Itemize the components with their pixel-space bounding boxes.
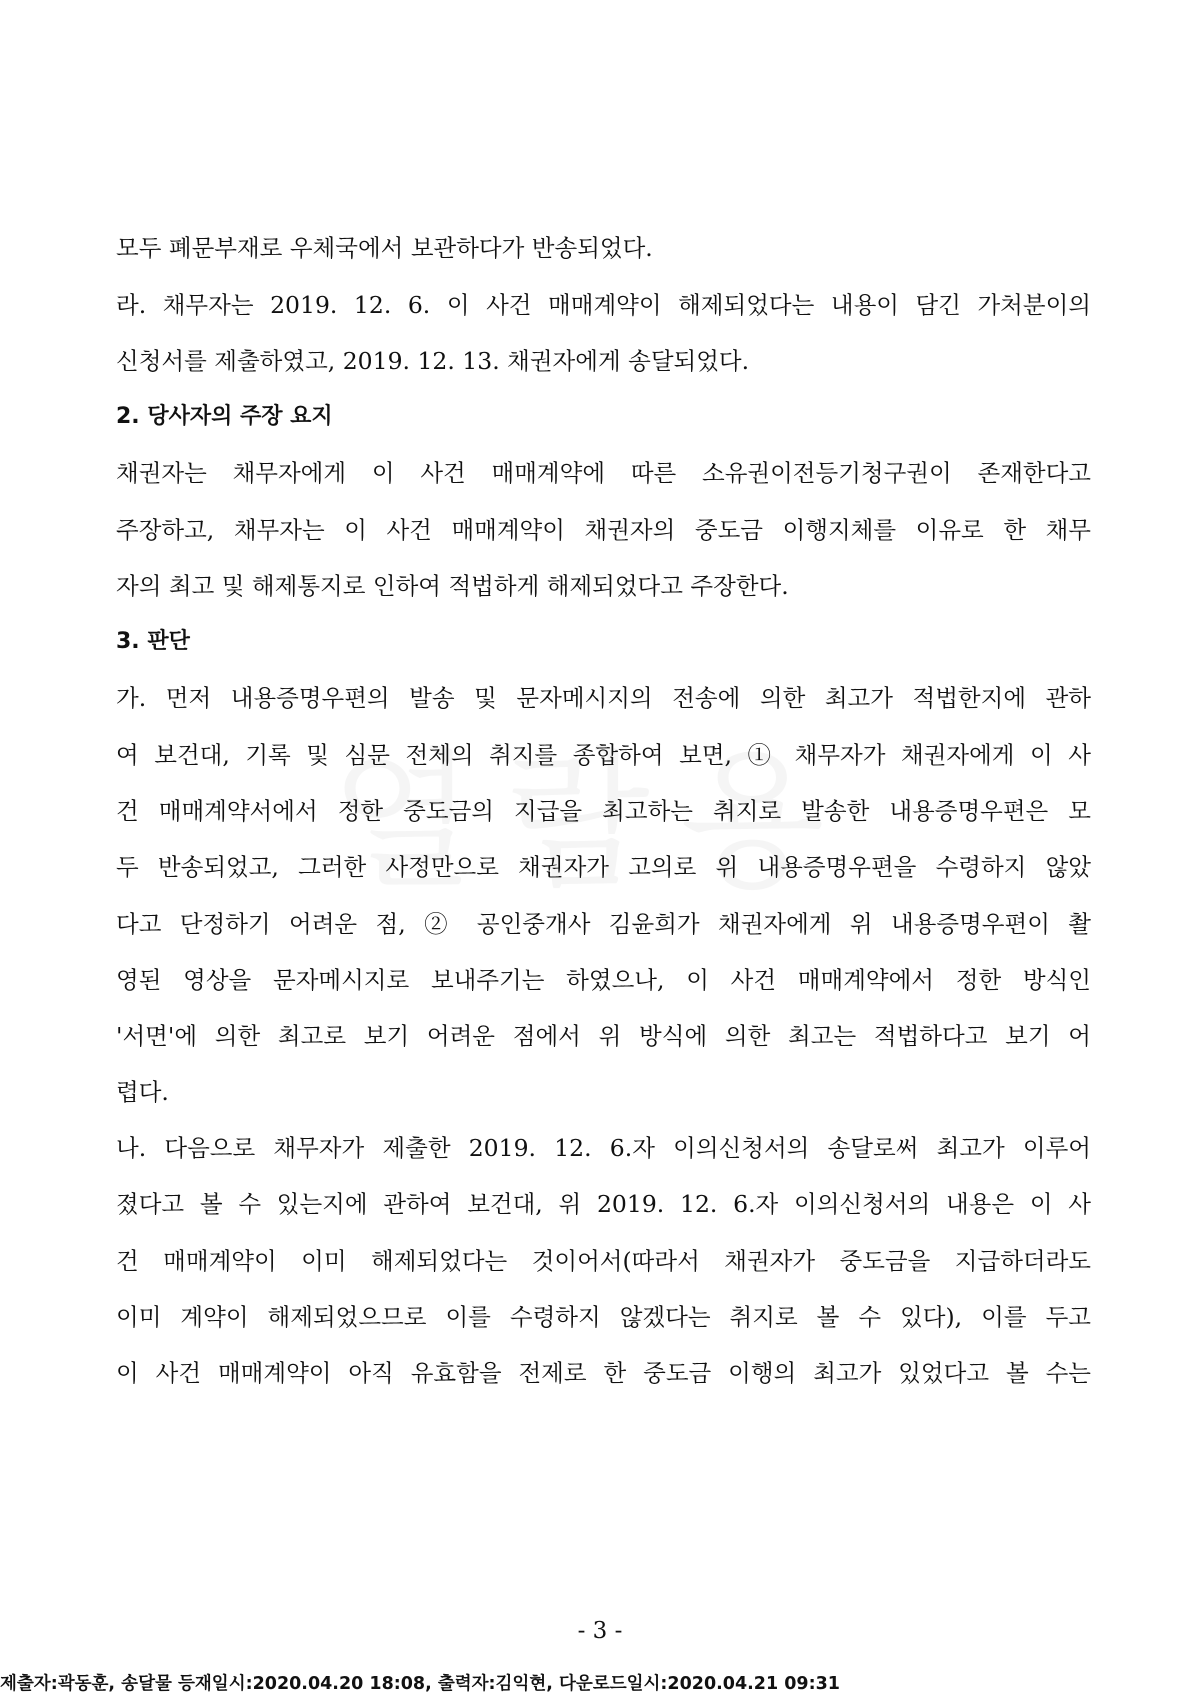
section-heading-judgment: 3. 판단 — [116, 629, 190, 654]
body-line: 렵다. — [116, 1078, 169, 1106]
body-line: 건 매매계약이 이미 해제되었다는 것이어서(따라서 채권자가 중도금을 지급하더라도 — [116, 1247, 1091, 1275]
body-line: 신청서를 제출하였고, 2019. 12. 13. 채권자에게 송달되었다. — [116, 347, 750, 375]
body-line: 이미 계약이 해제되었으므로 이를 수령하지 않겠다는 취지로 볼 수 있다), 이를 두고 — [116, 1303, 1091, 1331]
body-line: 두 반송되었고, 그러한 사정만으로 채권자가 고의로 위 내용증명우편을 수령하지 않았 — [116, 853, 1091, 881]
body-line: 자의 최고 및 해제통지로 인하여 적법하게 해제되었다고 주장한다. — [116, 572, 789, 600]
body-line: 주장하고, 채무자는 이 사건 매매계약이 채권자의 중도금 이행지체를 이유로 한 채무 — [116, 516, 1091, 544]
body-line: 라. 채무자는 2019. 12. 6. 이 사건 매매계약이 해제되었다는 내용이 담긴 가처분이의 — [116, 291, 1091, 319]
page-number: - 3 - — [577, 1618, 623, 1644]
body-line: '서면'에 의한 최고로 보기 어려운 점에서 위 방식에 의한 최고는 적법하다고 보기 어 — [116, 1022, 1091, 1050]
section-heading-parties-claims: 2. 당사자의 주장 요지 — [116, 404, 333, 429]
body-line: 여 보건대, 기록 및 심문 전체의 취지를 종합하여 보면, ① 채무자가 채권자에게 이 사 — [116, 741, 1091, 769]
body-line: 다고 단정하기 어려운 점, ② 공인중개사 김윤희가 채권자에게 위 내용증명우편이 촬 — [116, 910, 1091, 938]
body-line: 채권자는 채무자에게 이 사건 매매계약에 따른 소유권이전등기청구권이 존재한다고 — [116, 459, 1091, 487]
body-line: 모두 폐문부재로 우체국에서 보관하다가 반송되었다. — [116, 234, 653, 262]
body-line: 이 사건 매매계약이 아직 유효함을 전제로 한 중도금 이행의 최고가 있었다고 볼 수는 — [116, 1359, 1091, 1387]
body-line: 건 매매계약서에서 정한 중도금의 지급을 최고하는 취지로 발송한 내용증명우편은 모 — [116, 797, 1091, 825]
body-line: 나. 다음으로 채무자가 제출한 2019. 12. 6.자 이의신청서의 송달로써 최고가 이루어 — [116, 1134, 1091, 1162]
body-line: 가. 먼저 내용증명우편의 발송 및 문자메시지의 전송에 의한 최고가 적법한지에 관하 — [116, 684, 1091, 712]
footer-stamp: 제출자:곽동훈, 송달물 등재일시:2020.04.20 18:08, 출력자:김익현, 다운로드일시:2020.04.21 09:31 — [0, 1674, 840, 1694]
body-line: 졌다고 볼 수 있는지에 관하여 보건대, 위 2019. 12. 6.자 이의신청서의 내용은 이 사 — [116, 1190, 1091, 1218]
body-line: 영된 영상을 문자메시지로 보내주기는 하였으나, 이 사건 매매계약에서 정한 방식인 — [116, 966, 1091, 994]
